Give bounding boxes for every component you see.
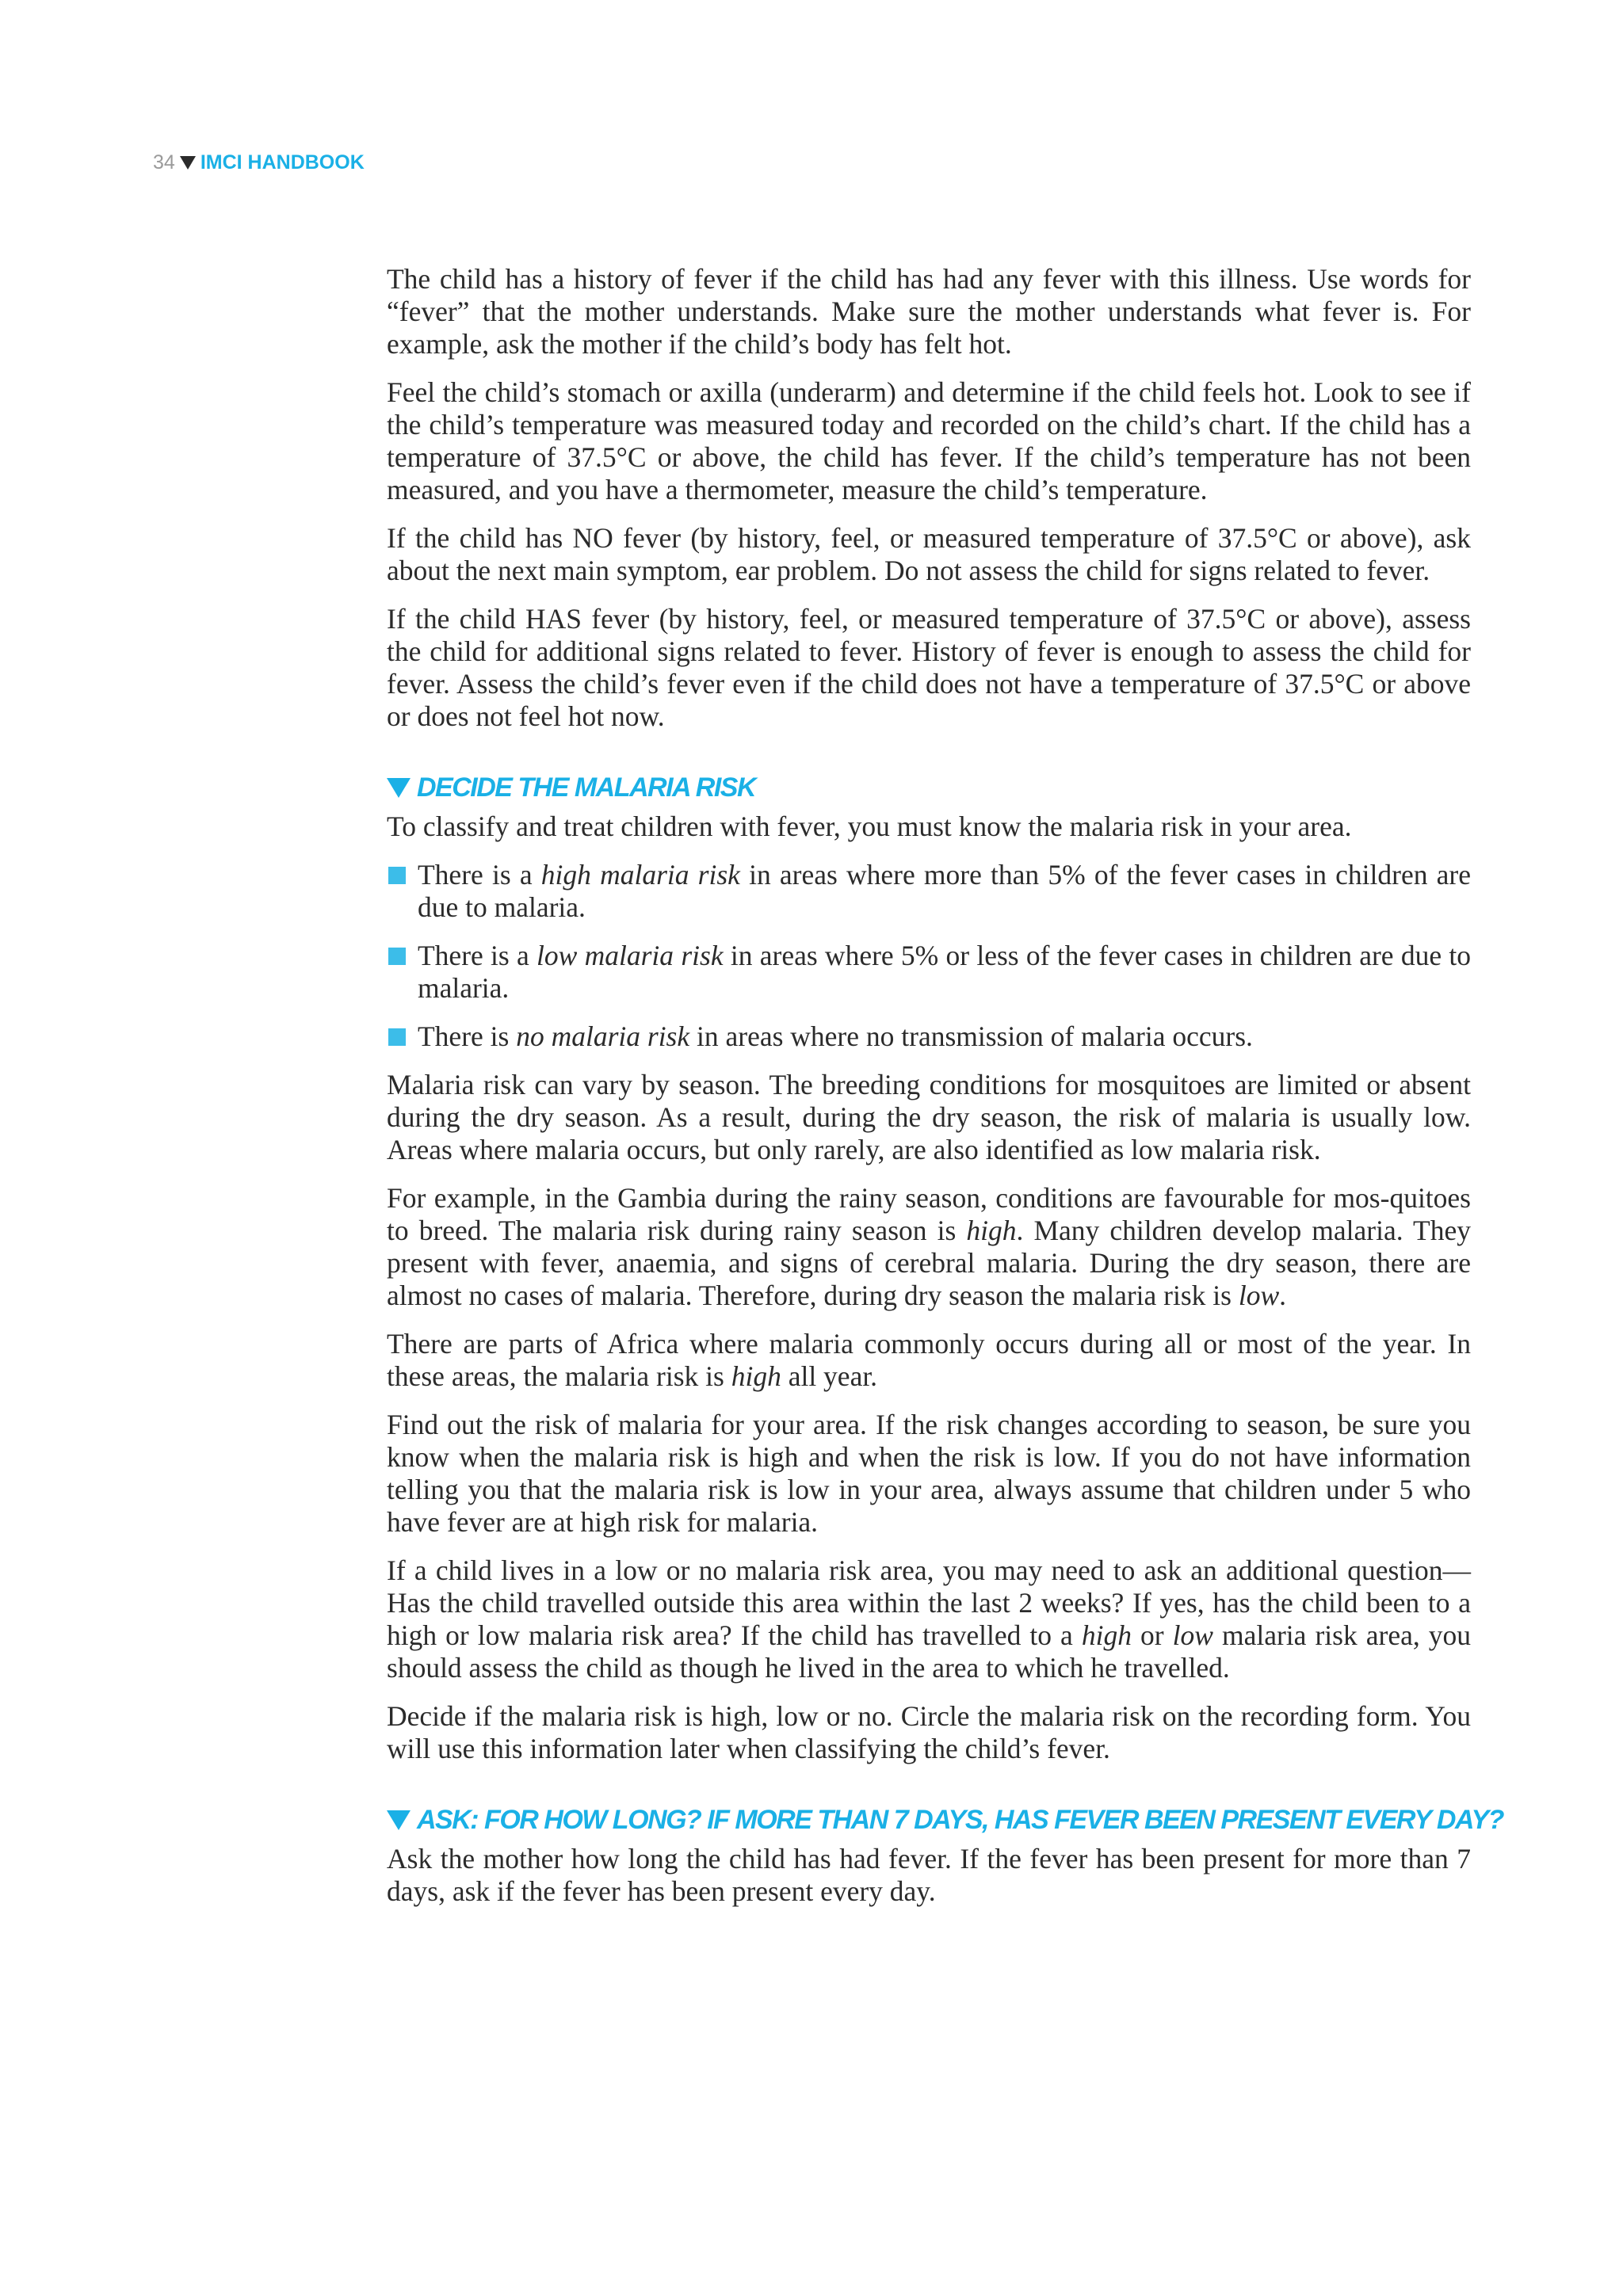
emphasis: low malaria risk xyxy=(537,940,724,971)
paragraph-decide-risk: Decide if the malaria risk is high, low or no. Circle the malaria risk on the recording form. You will use this information later when classifying the child’s fever. xyxy=(387,1700,1471,1764)
page-number: 34 xyxy=(153,151,175,174)
emphasis: high xyxy=(731,1360,781,1392)
paragraph-no-fever: If the child has NO fever (by history, feel, or measured temperature of 37.5°C or above), ask about the next main symptom, ear problem. Do not assess the child for signs related to fever. xyxy=(387,522,1471,586)
emphasis: low xyxy=(1172,1619,1213,1651)
list-item: There is no malaria risk in areas where no transmission of malaria occurs. xyxy=(387,1020,1471,1053)
paragraph-find-out-risk: Find out the risk of malaria for your area. If the risk changes according to season, be sure you know when the malaria risk is high and when the risk is low. If you do not have information telling you that the malaria risk is low in your area, always assume that children under 5 who have fever are at high risk for malaria. xyxy=(387,1409,1471,1538)
page-body xyxy=(387,263,1503,1924)
list-item: There is a high malaria risk in areas where more than 5% of the fever cases in children are due to malaria. xyxy=(387,859,1471,924)
paragraph-malaria-intro: To classify and treat children with fever, you must know the malaria risk in your area. xyxy=(387,810,1352,842)
paragraph-gambia-example: For example, in the Gambia during the rainy season, conditions are favourable for mos-quitoes to breed. The malaria risk during rainy season is high. Many children develop malaria. They present with fever, anaemia, and signs of cerebral malaria. During the dry season, there are almost no cases of malaria. Therefore, during dry season the malaria risk is low. xyxy=(387,1182,1471,1311)
running-header xyxy=(153,151,365,174)
square-bullet-icon xyxy=(388,867,406,884)
paragraph-seasonal-risk: Malaria risk can vary by season. The breeding conditions for mosquitoes are limited or absent during the dry season. As a result, during the dry season, the risk of malaria is usually low. Areas where malaria occurs, but only rarely, are also identified as low malaria risk. xyxy=(387,1069,1471,1165)
list-item: There is a low malaria risk in areas where 5% or less of the fever cases in children are due to malaria. xyxy=(387,940,1471,1005)
triangle-down-icon xyxy=(387,778,411,798)
section-heading-text: ASK: FOR HOW LONG? IF MORE THAN 7 DAYS, HAS FEVER BEEN PRESENT EVERY DAY? xyxy=(417,1805,1503,1835)
triangle-down-icon xyxy=(180,156,196,170)
square-bullet-icon xyxy=(388,948,406,965)
emphasis: no malaria risk xyxy=(516,1020,690,1052)
emphasis: low xyxy=(1238,1280,1280,1311)
paragraph-feel-child: Feel the child’s stomach or axilla (underarm) and determine if the child feels hot. Look to see if the child’s temperature was measured today and recorded on the child’s chart. If the child has a temperature of 37.5°C or above, the child has fever. If the child’s temperature has not been measured, and you have a thermometer, measure the child’s temperature. xyxy=(387,376,1471,505)
emphasis: high xyxy=(1081,1619,1132,1651)
emphasis: high xyxy=(966,1215,1017,1246)
square-bullet-icon xyxy=(388,1028,406,1046)
paragraph-travel: If a child lives in a low or no malaria risk area, you may need to ask an additional question—Has the child travelled outside this area within the last 2 weeks? If yes, has the child been to a high or low malaria risk area? If the child has travelled to a high or low malaria risk area, you should assess the child as though he lived in the area to which he travelled. xyxy=(387,1554,1471,1684)
book-title: IMCI HANDBOOK xyxy=(200,151,365,174)
paragraph-history-of-fever: The child has a history of fever if the child has had any fever with this illness. Use words for “fever” that the mother understands. Make sure the mother understands what fever is. For example, ask the mother if the child’s body has felt hot. xyxy=(387,263,1471,360)
paragraph-fever-duration: Ask the mother how long the child has had fever. If the fever has been present for more than 7 days, ask if the fever has been present every day. xyxy=(387,1843,1471,1907)
section-heading-malaria-risk xyxy=(387,771,1471,804)
section-heading-text: DECIDE THE MALARIA RISK xyxy=(417,772,756,803)
triangle-down-icon xyxy=(387,1810,411,1830)
emphasis: high malaria risk xyxy=(540,859,740,891)
section-heading-fever-duration xyxy=(387,1803,1503,1836)
paragraph-has-fever: If the child HAS fever (by history, feel, or measured temperature of 37.5°C or above), assess the child for additional signs related to fever. History of fever is enough to assess the child for fever. Assess the child’s fever even if the child does not have a temperature of 37.5°C or above or does not feel hot now. xyxy=(387,603,1471,732)
paragraph-africa: There are parts of Africa where malaria commonly occurs during all or most of the year. In these areas, the malaria risk is high all year. xyxy=(387,1328,1471,1392)
